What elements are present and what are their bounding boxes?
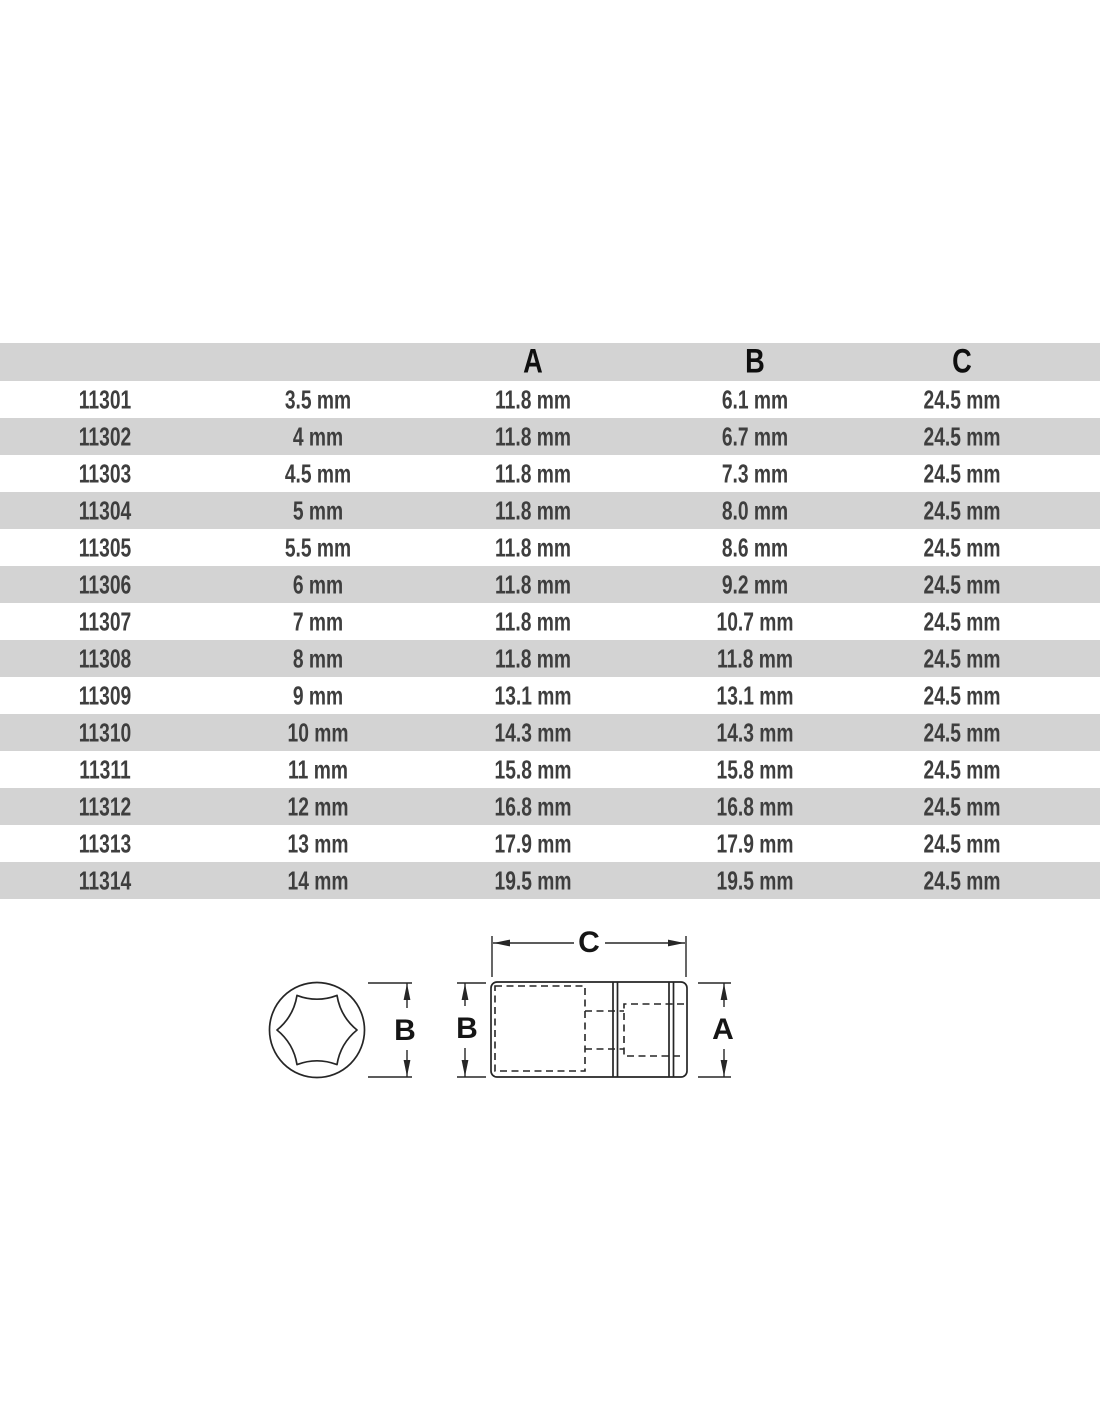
size-cell: 5.5 mm <box>284 532 352 562</box>
size-cell: 14 mm <box>287 865 349 895</box>
side-b-dimension <box>456 983 486 1077</box>
sku-cell: 11302 <box>78 421 132 451</box>
dim-c-cell: 24.5 mm <box>923 717 1001 747</box>
size-cell: 3.5 mm <box>284 384 352 414</box>
dim-a-cell: 14.3 mm <box>494 717 572 747</box>
table-row <box>0 381 1100 418</box>
dim-a-cell: 19.5 mm <box>494 865 572 895</box>
dim-c-cell: 24.5 mm <box>923 495 1001 525</box>
table-row <box>0 418 1100 455</box>
dim-a-cell: 11.8 mm <box>495 384 571 414</box>
hex-socket-profile <box>277 995 357 1064</box>
dim-c-cell: 24.5 mm <box>923 828 1001 858</box>
sku-cell: 11310 <box>78 717 132 747</box>
table-row <box>0 825 1100 862</box>
dim-c-cell: 24.5 mm <box>923 421 1001 451</box>
dim-a-cell: 13.1 mm <box>494 680 572 710</box>
side-c-dimension <box>492 926 686 977</box>
dim-a-cell: 11.8 mm <box>495 495 571 525</box>
dim-c-cell: 24.5 mm <box>923 754 1001 784</box>
table-row <box>0 640 1100 677</box>
dim-a-cell: 16.8 mm <box>494 791 572 821</box>
front-b-label: B <box>394 1014 416 1047</box>
table-row <box>0 529 1100 566</box>
sku-cell: 11301 <box>78 384 132 414</box>
dim-b-cell: 16.8 mm <box>716 791 794 821</box>
header-col-b: B <box>745 342 765 381</box>
size-cell: 9 mm <box>292 680 344 710</box>
sku-cell: 11303 <box>78 458 132 488</box>
sku-cell: 11314 <box>78 865 132 895</box>
dim-a-cell: 17.9 mm <box>494 828 572 858</box>
front-b-dimension <box>368 983 416 1077</box>
dim-a-cell: 11.8 mm <box>495 421 571 451</box>
sku-cell: 11307 <box>78 606 132 636</box>
dim-a-cell: 11.8 mm <box>495 606 571 636</box>
size-cell: 4 mm <box>292 421 344 451</box>
table-header-row <box>0 343 1100 381</box>
dim-b-cell: 19.5 mm <box>716 865 794 895</box>
dim-b-cell: 9.2 mm <box>721 569 789 599</box>
dim-c-cell: 24.5 mm <box>923 606 1001 636</box>
square-drive-hidden-line <box>624 1004 684 1056</box>
side-b-label: B <box>456 1012 478 1045</box>
dim-b-cell: 10.7 mm <box>716 606 794 636</box>
size-cell: 11 mm <box>288 754 348 784</box>
sku-cell: 11312 <box>78 791 132 821</box>
dim-b-cell: 6.1 mm <box>721 384 789 414</box>
dim-c-cell: 24.5 mm <box>923 643 1001 673</box>
dim-c-cell: 24.5 mm <box>923 865 1001 895</box>
size-cell: 12 mm <box>287 791 349 821</box>
header-col-a: A <box>523 342 543 381</box>
dim-a-cell: 11.8 mm <box>495 569 571 599</box>
socket-side-view <box>491 982 687 1077</box>
size-cell: 8 mm <box>292 643 344 673</box>
dim-b-cell: 6.7 mm <box>721 421 789 451</box>
table-row <box>0 603 1100 640</box>
table-body <box>0 381 1100 899</box>
dim-b-cell: 7.3 mm <box>721 458 789 488</box>
spec-table <box>0 343 1100 899</box>
dim-c-cell: 24.5 mm <box>923 384 1001 414</box>
sku-cell: 11306 <box>78 569 132 599</box>
size-cell: 4.5 mm <box>284 458 352 488</box>
socket-front-view <box>270 983 365 1078</box>
sku-cell: 11309 <box>78 680 132 710</box>
dim-c-cell: 24.5 mm <box>923 569 1001 599</box>
table-row <box>0 751 1100 788</box>
dim-c-cell: 24.5 mm <box>923 532 1001 562</box>
dim-c-cell: 24.5 mm <box>923 791 1001 821</box>
socket-technical-drawing <box>230 915 750 1105</box>
sku-cell: 11305 <box>78 532 132 562</box>
size-cell: 10 mm <box>287 717 349 747</box>
dim-b-cell: 8.6 mm <box>721 532 789 562</box>
size-cell: 13 mm <box>287 828 349 858</box>
dim-b-cell: 14.3 mm <box>716 717 794 747</box>
dim-b-cell: 15.8 mm <box>716 754 794 784</box>
side-a-label: A <box>712 1013 734 1046</box>
body-groove-lines <box>613 982 674 1077</box>
header-col-c: C <box>952 342 972 381</box>
hex-cavity-hidden-line <box>495 986 585 1071</box>
dim-a-cell: 11.8 mm <box>495 643 571 673</box>
table-row <box>0 788 1100 825</box>
dim-b-cell: 8.0 mm <box>721 495 789 525</box>
table-row <box>0 492 1100 529</box>
sku-cell: 11311 <box>79 754 131 784</box>
sku-cell: 11308 <box>78 643 132 673</box>
dim-a-cell: 11.8 mm <box>495 532 571 562</box>
dim-b-cell: 17.9 mm <box>716 828 794 858</box>
table-row <box>0 455 1100 492</box>
socket-outline-circle <box>270 983 365 1078</box>
dim-b-cell: 11.8 mm <box>717 643 793 673</box>
table-row <box>0 714 1100 751</box>
table-row <box>0 862 1100 899</box>
side-c-label: C <box>578 926 600 959</box>
table-row <box>0 566 1100 603</box>
dim-c-cell: 24.5 mm <box>923 680 1001 710</box>
size-cell: 5 mm <box>292 495 344 525</box>
size-cell: 6 mm <box>292 569 344 599</box>
socket-body-outline <box>491 982 687 1077</box>
sku-cell: 11304 <box>78 495 132 525</box>
sku-cell: 11313 <box>78 828 132 858</box>
side-a-dimension <box>698 983 734 1077</box>
dim-a-cell: 15.8 mm <box>494 754 572 784</box>
dim-b-cell: 13.1 mm <box>716 680 794 710</box>
dim-c-cell: 24.5 mm <box>923 458 1001 488</box>
table-row <box>0 677 1100 714</box>
dim-a-cell: 11.8 mm <box>495 458 571 488</box>
size-cell: 7 mm <box>292 606 344 636</box>
